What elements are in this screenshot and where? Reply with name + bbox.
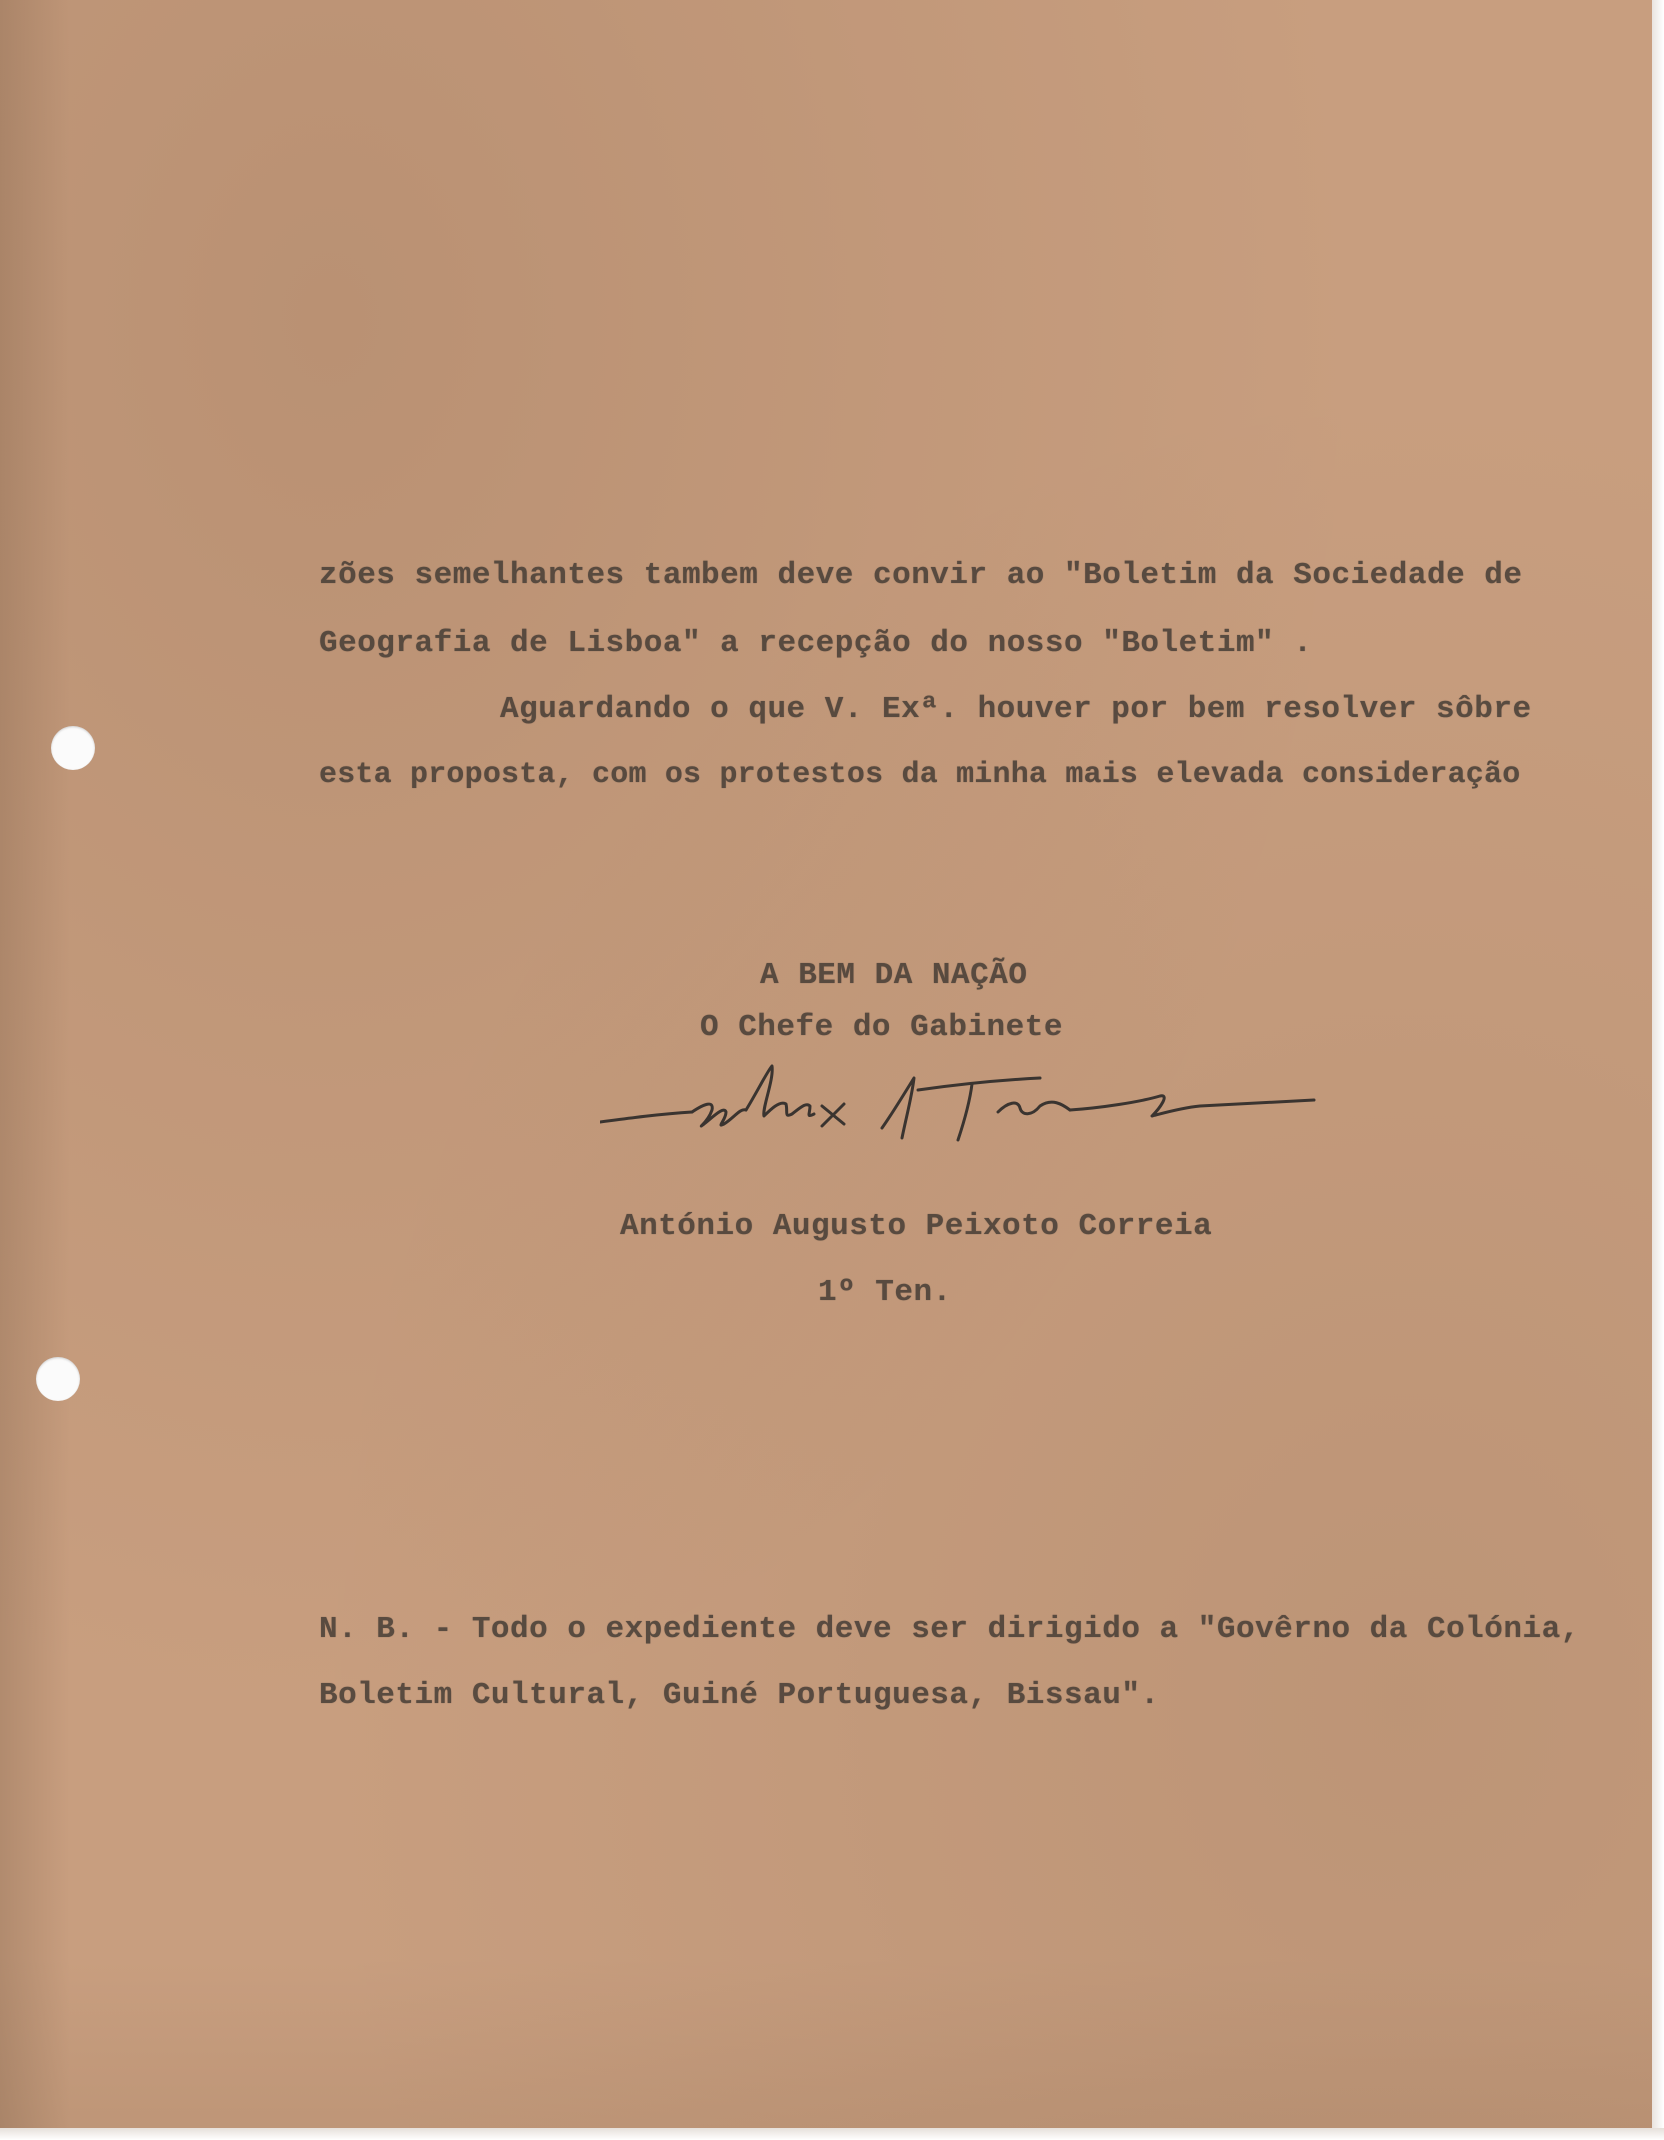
body-text-line: esta proposta, com os protestos da minha mais elevada consideração [319, 758, 1521, 792]
note-text-line: Boletim Cultural, Guiné Portuguesa, Bissau". [319, 1678, 1160, 1713]
scan-margin-bottom [0, 2128, 1664, 2140]
scan-margin-right [1652, 0, 1664, 2140]
note-text-line: N. B. - Todo o expediente deve ser dirigido a "Govêrno da Colónia, [319, 1612, 1580, 1647]
body-text-line: Aguardando o que V. Exª. houver por bem resolver sôbre [500, 692, 1532, 727]
signer-rank: 1º Ten. [818, 1275, 952, 1310]
signer-name: António Augusto Peixoto Correia [620, 1209, 1213, 1244]
closing-motto: A BEM DA NAÇÃO [760, 958, 1028, 993]
body-text-line: zões semelhantes tambem deve convir ao "Boletim da Sociedade de [319, 558, 1523, 593]
punch-hole-upper [51, 726, 95, 770]
punch-hole-lower [36, 1357, 80, 1401]
closing-office-title: O Chefe do Gabinete [700, 1010, 1063, 1045]
handwritten-signature [600, 1060, 1320, 1170]
body-text-line: Geografia de Lisboa" a recepção do nosso "Boletim" . [319, 626, 1313, 661]
